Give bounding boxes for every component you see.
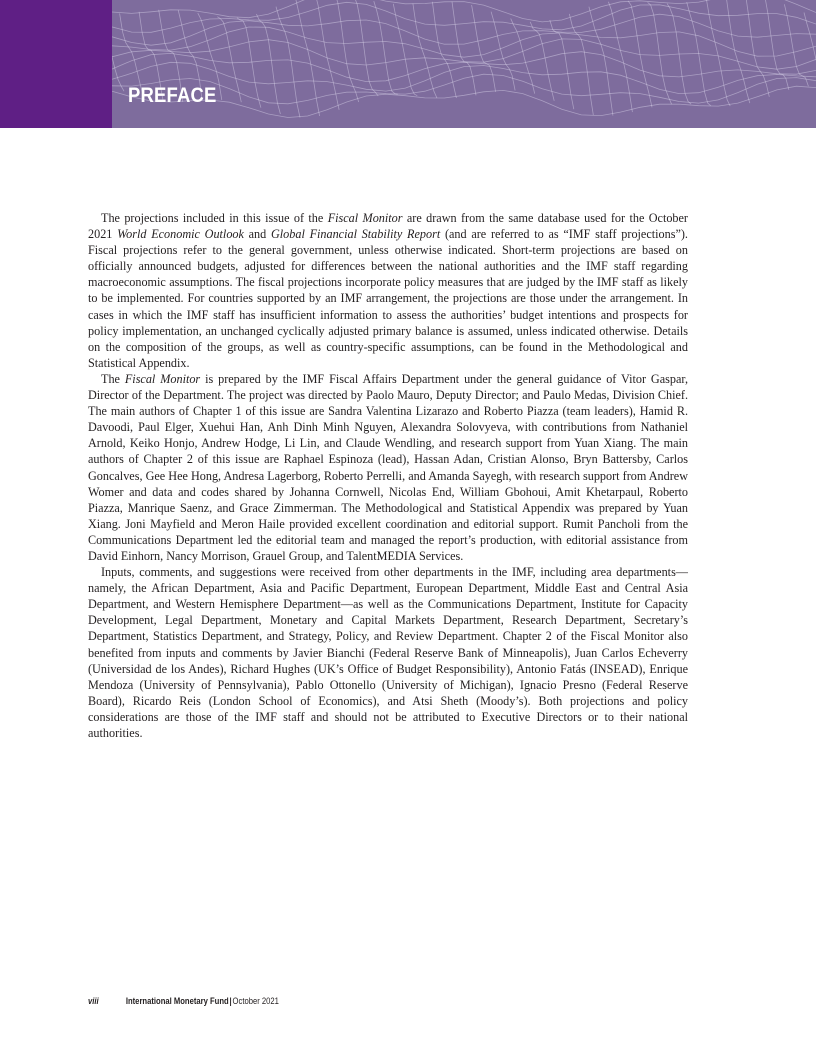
banner-accent-block <box>0 0 112 128</box>
paragraph-1: The projections included in this issue of the Fiscal Monitor are drawn from the same database used for the October 2021 World Economic Outlook and Global Financial Stability Report (and are referred to as “IMF staff projections”). Fiscal projections refer to the general government, unless otherwise indicated. Short-term projections are based on officially announced budgets, adjusted for differences between the national authorities and the IMF staff regarding macroeconomic assumptions. The fiscal projections incorporate policy measures that are judged by the IMF staff as likely to be implemented. For countries supported by an IMF arrangement, the projections are those under the arrangement. In cases in which the IMF staff has insufficient information to assess the authorities’ budget intentions and prospects for policy implementation, an unchanged cyclically adjusted primary balance is assumed, unless indicated otherwise. Details on the composition of the groups, as well as country-specific assumptions, can be found in the Methodological and Statistical Appendix. <box>88 211 688 370</box>
wireframe-column-line <box>472 5 496 92</box>
footer-separator: | <box>229 996 232 1006</box>
wireframe-column-line <box>296 0 320 116</box>
wireframe-column-line <box>511 19 535 94</box>
wireframe-column-line <box>374 1 398 94</box>
paragraph-2: The Fiscal Monitor is prepared by the IMF Fiscal Affairs Department under the general guidance of Vitor Gaspar, Director of the Department. The project was directed by Paolo Mauro, Deputy Director; and Paulo Medas, Division Chief. The main authors of Chapter 1 of this issue are Sandra Valentina Lizarazo and Roberto Piazza (team leaders), Hamid R. Davoodi, Paul Elger, Xuehui Han, Anh Dinh Minh Nguyen, Alexandra Solovyeva, with contributions from Nathaniel Arnold, Keiko Honjo, Andrew Hodge, Li Lin, and Claude Wendling, and research support from Yuan Xiang. The main authors of Chapter 2 of this issue are Raphael Espinoza (lead), Hassan Adan, Cristian Alonso, Bryn Battersby, Carlos Goncalves, Gee Hee Hong, Andresa Lagerborg, Roberto Perrelli, and Amanda Sayegh, with research support from Andrew Womer and data and codes shared by Johanna Cornwell, Nicolas End, William Gbohoui, Amit Khetarpaul, Roberto Piazza, Manrique Saenz, and Grace Zimmerman. The Methodological and Statistical Appendix was prepared by Yuan Xiang. Joni Mayfield and Meron Haile provided excellent coordination and editorial support. Rumit Pancholi from the Communications Department led the editorial team and managed the report’s production, with editorial assistance from David Einhorn, Nancy Morrison, Grauel Group, and TalentMEDIA Services. <box>88 371 688 563</box>
wireframe-column-line <box>608 2 632 112</box>
wireframe-row-line <box>112 86 816 117</box>
wireframe-column-line <box>393 4 417 96</box>
wireframe-terrain <box>112 0 816 128</box>
wireframe-row-line <box>112 39 816 69</box>
page-title: PREFACE <box>128 84 217 107</box>
banner-wireframe-graphic <box>112 0 816 128</box>
page-number: viii <box>88 996 99 1006</box>
publication-date: October 2021 <box>232 996 279 1006</box>
preface-body <box>88 210 688 741</box>
wireframe-column-line <box>648 2 672 104</box>
wireframe-column-line <box>112 12 124 91</box>
wireframe-column-line <box>432 2 456 98</box>
wireframe-column-line <box>315 0 339 110</box>
page-footer <box>88 996 279 1006</box>
wireframe-column-line <box>589 7 613 116</box>
publisher-name: International Monetary Fund <box>125 996 229 1006</box>
header-banner <box>0 0 816 128</box>
wireframe-column-line <box>276 7 300 118</box>
wireframe-column-line <box>569 14 593 115</box>
paragraph-3: Inputs, comments, and suggestions were received from other departments in the IMF, including area departments—namely, the African Department, Asia and Pacific Department, European Department, Middle East and Central Asia Department, and Western Hemisphere Department—as well as the Communications Department, Institute for Capacity Development, Legal Department, Monetary and Capital Markets Department, Research Department, Secretary’s Department, Statistics Department, and Strategy, Policy, and Review Department. Chapter 2 of the Fiscal Monitor also benefited from inputs and comments by Javier Bianchi (Federal Reserve Bank of Minneapolis), Juan Carlos Echeverry (Universidad de los Andes), Richard Hughes (UK’s Office of Budget Responsibility), Antonio Fatás (INSEAD), Enrique Mendoza (University of Pennsylvania), Pablo Ottonello (University of Michigan), Ignacio Presno (Federal Reserve Board), Ricardo Reis (London School of Economics), and Atsi Sheth (Moody’s). Both projections and policy considerations are those of the IMF staff and should not be attributed to Executive Directors or to their national authorities. <box>88 565 688 740</box>
wireframe-row-line <box>112 27 816 57</box>
